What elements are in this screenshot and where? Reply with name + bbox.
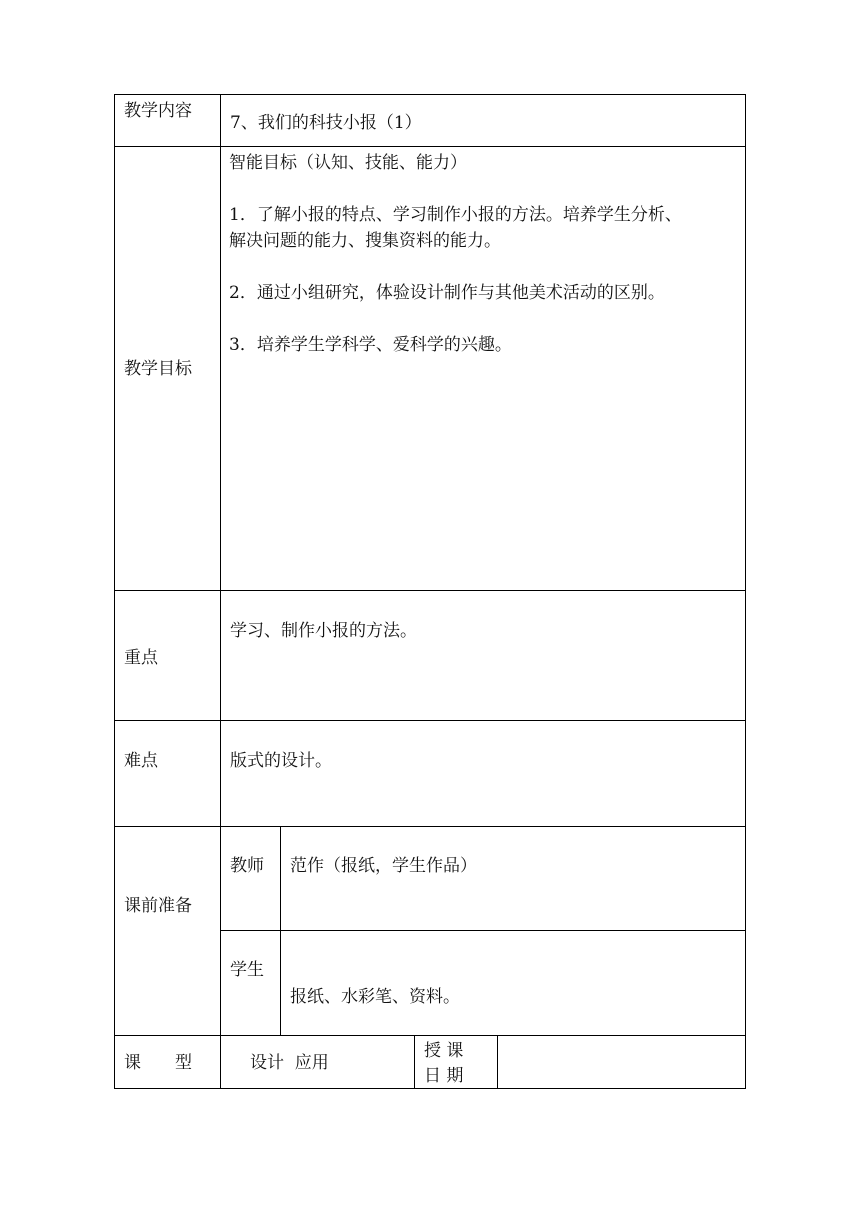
lesson-date-label-line-1: 授 课: [424, 1041, 464, 1061]
objectives-label: 教学目标: [124, 359, 192, 379]
table-border-prep-sub: [280, 826, 281, 1035]
objectives-heading: 智能目标（认知、技能、能力）: [229, 153, 467, 173]
objective-item-2: 2．通过小组研究，体验设计制作与其他美术活动的区别。: [229, 283, 665, 303]
student-label: 学生: [230, 960, 264, 980]
table-border-row5: [114, 1035, 746, 1036]
table-border-left: [114, 94, 115, 1089]
table-border-right: [745, 94, 746, 1089]
objective-item-1-line-1: 1．了解小报的特点、学习制作小报的方法。培养学生分析、: [229, 205, 682, 225]
table-border-top: [114, 94, 746, 95]
key-point-label: 重点: [124, 648, 158, 668]
difficulty-label: 难点: [124, 751, 158, 771]
content-value: 7、我们的科技小报（1）: [230, 113, 422, 133]
table-border-prep-mid: [220, 930, 746, 931]
lesson-type-label: 课 型: [124, 1053, 192, 1073]
difficulty-value: 版式的设计。: [230, 751, 332, 771]
lesson-date-value[interactable]: [505, 1050, 740, 1076]
lesson-type-value: 设计 应用: [250, 1053, 329, 1073]
objectives-body: [229, 150, 744, 358]
key-point-value: 学习、制作小报的方法。: [230, 621, 417, 641]
table-border-date-left: [414, 1035, 415, 1088]
objective-item-1-line-2: 解决问题的能力、搜集资料的能力。: [229, 231, 501, 251]
teacher-value: 范作（报纸，学生作品）: [290, 856, 477, 876]
student-value: 报纸、水彩笔、资料。: [290, 987, 460, 1007]
table-border-row1: [114, 146, 746, 147]
table-border-row3: [114, 720, 746, 721]
table-border-row4: [114, 826, 746, 827]
objective-item-3: 3．培养学生学科学、爱科学的兴趣。: [229, 335, 512, 355]
lesson-date-label-line-2: 日 期: [424, 1066, 464, 1086]
content-label: 教学内容: [124, 101, 192, 121]
table-border-labelcol: [220, 94, 221, 1089]
table-border-row2: [114, 590, 746, 591]
teacher-label: 教师: [230, 856, 264, 876]
preparation-label: 课前准备: [124, 896, 192, 916]
table-border-date-right: [497, 1035, 498, 1088]
